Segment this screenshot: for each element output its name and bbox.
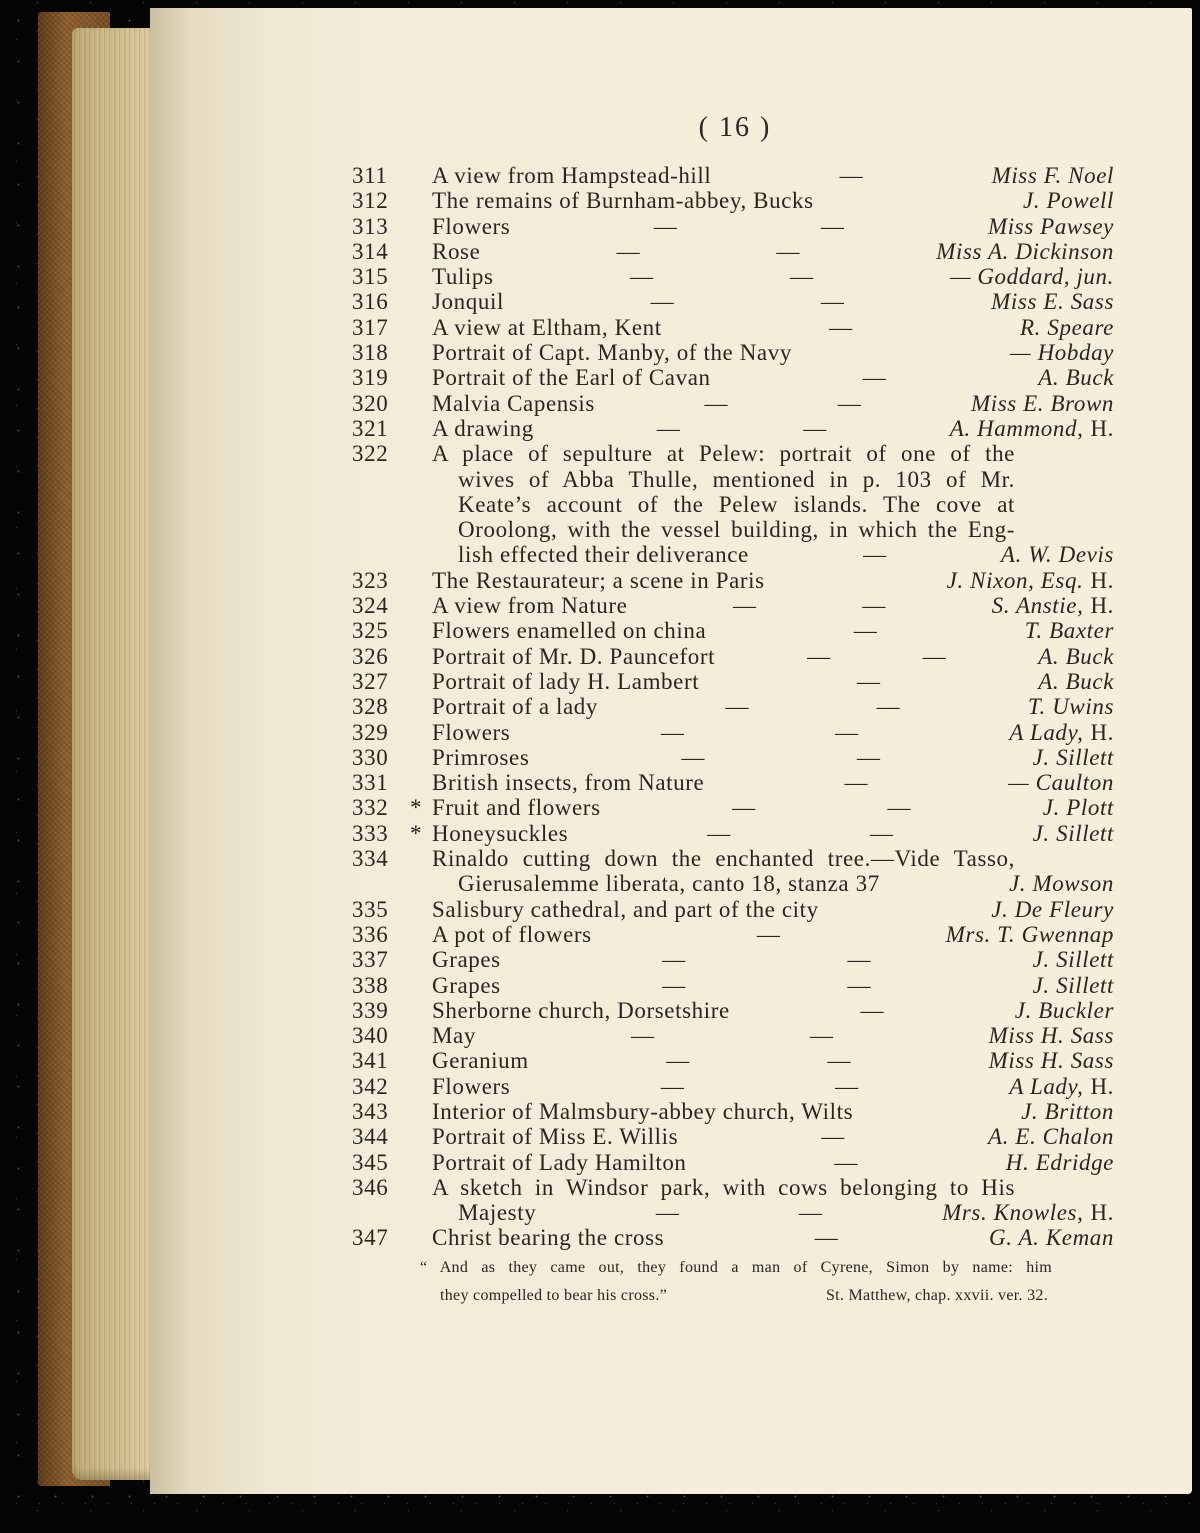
entry-title: A view from Hampstead-hill <box>432 163 712 188</box>
catalogue-entry-continuation <box>352 542 1114 567</box>
entry-title: Grapes <box>432 947 501 973</box>
entry-artist: Miss H. Sass <box>988 1048 1114 1074</box>
entry-artist: R. Speare <box>1020 314 1114 340</box>
entry-artist: A Lady, <box>1009 1073 1084 1099</box>
entry-title: Geranium <box>432 1048 529 1074</box>
entry-artist: G. A. Keman <box>988 1225 1114 1251</box>
catalogue-entry <box>352 289 1114 314</box>
entry-artist: — Hobday <box>1010 340 1114 366</box>
entry-artist: Miss F. Noel <box>991 163 1114 188</box>
leader-dash: — <box>834 1149 858 1175</box>
leader-dash: — <box>853 618 878 644</box>
entry-leaders <box>529 745 1032 770</box>
catalogue-entry <box>352 644 1114 669</box>
entry-title: May <box>432 1023 476 1049</box>
leader-dash: — <box>725 694 750 720</box>
entry-artist: J. Sillett <box>1032 820 1114 846</box>
entry-artist: J. Nixon, Esq. <box>946 567 1084 593</box>
entry-title: lish effected their deliverance <box>458 542 749 568</box>
entry-number: 330 <box>352 744 389 770</box>
leader-dash: — <box>922 643 947 669</box>
entry-title: A place of sepulture at Pelew: portrait of one of the <box>432 441 1015 467</box>
entry-title: Interior of Malmsbury-abbey church, Wilts <box>432 1098 854 1124</box>
catalogue-entry <box>352 720 1114 745</box>
catalogue-entry <box>352 593 1114 618</box>
entry-leaders <box>711 163 991 188</box>
entry-title: Flowers enamelled on china <box>432 618 707 644</box>
entry-artist: J. Plott <box>1042 795 1114 821</box>
catalogue-entry <box>352 340 1114 365</box>
entry-artist: — Goddard, jun. <box>949 264 1114 290</box>
leader-dash: — <box>707 820 731 846</box>
leader-dash: — <box>798 1200 823 1226</box>
entry-title: wives of Abba Thulle, mentioned in p. 103 of Mr. <box>458 466 1015 492</box>
leader-dash: — <box>835 1073 859 1099</box>
entry-leaders <box>592 922 946 947</box>
catalogue-entry <box>352 998 1114 1023</box>
quote-citation: St. Matthew, chap. xxvii. ver. 32. <box>825 1287 1048 1304</box>
entry-title: A pot of flowers <box>432 921 592 947</box>
entry-number: 313 <box>352 213 389 239</box>
entry-title: A view at Eltham, Kent <box>432 314 662 340</box>
entry-artist: A. W. Devis <box>1000 542 1114 568</box>
leader-dash: — <box>837 390 862 416</box>
entry-number: 343 <box>352 1098 389 1124</box>
entry-title: A sketch in Windsor park, with cows belonging to His <box>432 1174 1015 1200</box>
entry-honorary-mark: H. <box>1090 593 1114 619</box>
entry-leaders <box>494 264 950 289</box>
entry-number: 338 <box>352 972 389 998</box>
entry-leaders <box>664 1225 989 1250</box>
entry-title: Portrait of Capt. Manby, of the Navy <box>432 340 792 366</box>
leader-dash: — <box>860 997 885 1023</box>
entry-artist: H. Edridge <box>1005 1149 1114 1175</box>
leader-dash: — <box>666 1048 690 1074</box>
catalogue-entry-continuation <box>352 467 1114 492</box>
entry-title: Primroses <box>432 744 530 770</box>
entry-number: 347 <box>352 1225 389 1251</box>
entry-leaders <box>510 214 988 239</box>
leader-dash: — <box>660 719 685 745</box>
catalogue-entry <box>352 214 1114 239</box>
entry-number: 319 <box>352 365 389 391</box>
catalogue-entry <box>352 441 1114 466</box>
entry-title: Christ bearing the cross <box>432 1225 665 1251</box>
leader-dash: — <box>857 744 881 770</box>
entry-title: The remains of Burnham-abbey, Bucks <box>432 188 814 214</box>
leader-dash: — <box>776 238 800 264</box>
catalogue-entry-list <box>352 163 1114 1251</box>
leader-dash: — <box>660 1073 685 1099</box>
entry-number: 340 <box>352 1023 389 1049</box>
entry-artist: S. Anstie, <box>991 593 1084 619</box>
catalogue-entry <box>352 922 1114 947</box>
entry-artist: Miss E. Sass <box>991 289 1114 315</box>
leader-dash: — <box>844 770 869 796</box>
entry-leaders <box>501 973 1033 998</box>
entry-leaders <box>510 720 1009 745</box>
entry-artist: T. Uwins <box>1027 694 1114 720</box>
entry-number: 334 <box>352 846 389 872</box>
entry-artist: J. Sillett <box>1032 972 1114 998</box>
entry-number: 339 <box>352 997 389 1023</box>
leader-dash: — <box>827 1048 852 1074</box>
entry-artist: A. Buck <box>1038 668 1114 694</box>
entry-title: A view from Nature <box>432 593 628 619</box>
leader-dash: — <box>862 365 887 391</box>
entry-number: 323 <box>352 567 389 593</box>
entry-number: 315 <box>352 264 389 290</box>
entry-leaders <box>476 1023 989 1048</box>
leader-dash: — <box>869 820 894 846</box>
entry-number: 336 <box>352 921 389 947</box>
quote-line-2: they compelled to bear his cross.” <box>440 1287 668 1304</box>
entry-artist: Mrs. Knowles, <box>942 1200 1084 1226</box>
entry-artist: A. E. Chalon <box>987 1124 1114 1150</box>
catalogue-entry <box>352 416 1114 441</box>
entry-title: Tulips <box>432 264 494 290</box>
leader-dash: — <box>835 719 859 745</box>
entry-artist: J. Britton <box>1021 1098 1114 1124</box>
catalogue-entry <box>352 1023 1114 1048</box>
catalogue-entry <box>352 1124 1114 1149</box>
entry-number: 345 <box>352 1149 389 1175</box>
catalogue-entry <box>352 1175 1114 1200</box>
entry-artist: T. Baxter <box>1024 618 1114 644</box>
entry-artist: A. Hammond, <box>949 415 1084 441</box>
leader-dash: — <box>856 668 881 694</box>
entry-leaders <box>749 542 1001 567</box>
leader-dash: — <box>863 542 887 568</box>
entry-leaders <box>504 289 991 314</box>
leader-dash: — <box>662 972 686 998</box>
entry-honorary-mark: H. <box>1090 415 1114 441</box>
leader-dash: — <box>821 1124 845 1150</box>
leader-dash: — <box>733 593 757 619</box>
leader-dash: — <box>807 643 831 669</box>
catalogue-entry <box>352 1150 1114 1175</box>
entry-title: Honeysuckles <box>432 820 569 846</box>
entry-number: 333 <box>352 820 389 846</box>
quote-line-2-wrapper <box>420 1282 1048 1310</box>
page-edges <box>72 28 156 1480</box>
entry-number: 327 <box>352 668 389 694</box>
catalogue-entry <box>352 1074 1114 1099</box>
entry-title: Portrait of a lady <box>432 694 599 720</box>
entry-number: 337 <box>352 947 389 973</box>
catalogue-entry <box>352 1048 1114 1073</box>
entry-honorary-mark: H. <box>1090 1073 1114 1099</box>
entry-number: 316 <box>352 289 389 315</box>
entry-leaders <box>678 1124 988 1149</box>
entry-number: 326 <box>352 643 389 669</box>
leader-dash: — <box>656 415 681 441</box>
entry-title: Oroolong, with the vessel building, in which the Eng- <box>458 517 1015 543</box>
entry-artist: Miss A. Dickinson <box>936 238 1114 264</box>
catalogue-entry-continuation <box>352 517 1114 542</box>
leader-dash: — <box>847 972 872 998</box>
entry-title: Gierusalemme liberata, canto 18, stanza 37 <box>458 871 880 897</box>
entry-number: 311 <box>352 163 388 188</box>
entry-title: Sherborne church, Dorsetshire <box>432 997 730 1023</box>
entry-artist: A. Buck <box>1038 643 1114 669</box>
entry-leaders <box>568 821 1032 846</box>
entry-number: 325 <box>352 618 389 644</box>
entry-title: A drawing <box>432 415 534 441</box>
entry-number: 314 <box>352 238 389 264</box>
entry-leaders <box>595 391 971 416</box>
catalogue-entry <box>352 618 1114 643</box>
leader-dash: — <box>655 1200 680 1226</box>
entry-leaders <box>536 1200 942 1225</box>
entry-artist: J. Powell <box>1023 188 1114 214</box>
entry-title: Rose <box>432 238 481 264</box>
entry-title: Keate’s account of the Pelew islands. The cove at <box>458 491 1015 517</box>
entry-artist: J. Mowson <box>1008 871 1114 897</box>
entry-leaders <box>687 1150 1006 1175</box>
entry-artist: J. De Fleury <box>991 896 1114 922</box>
leader-dash: — <box>629 264 654 290</box>
entry-title: Fruit and flowers <box>432 795 601 821</box>
entry-title: Flowers <box>432 1073 511 1099</box>
entry-number: 335 <box>352 896 389 922</box>
page-number: ( 16 ) <box>698 112 772 143</box>
leader-dash: — <box>814 1225 839 1251</box>
leader-dash: — <box>662 947 686 973</box>
leader-dash: — <box>876 694 901 720</box>
footnote-quote <box>420 1254 1052 1310</box>
entry-leaders <box>662 315 1020 340</box>
catalogue-entry <box>352 795 1114 820</box>
leader-dash: — <box>809 1023 834 1049</box>
leader-dash: — <box>829 314 853 340</box>
entry-leaders <box>715 644 1038 669</box>
catalogue-entry <box>352 1225 1114 1250</box>
catalogue-entry <box>352 315 1114 340</box>
entry-title: Portrait of Mr. D. Pauncefort <box>432 643 716 669</box>
catalogue-entry <box>352 365 1114 390</box>
entry-artist: Miss H. Sass <box>988 1023 1114 1049</box>
entry-title: Majesty <box>458 1200 537 1226</box>
entry-artist: Mrs. T. Gwennap <box>945 921 1114 947</box>
entry-leaders <box>510 1074 1009 1099</box>
entry-asterisk: * <box>410 795 423 821</box>
catalogue-entry-continuation <box>352 1200 1114 1225</box>
entry-number: 329 <box>352 719 389 745</box>
catalogue-entry <box>352 897 1114 922</box>
catalogue-entry <box>352 188 1114 213</box>
catalogue-entry <box>352 694 1114 719</box>
entry-leaders <box>601 795 1043 820</box>
entry-asterisk: * <box>410 820 423 846</box>
entry-artist: A Lady, <box>1009 719 1084 745</box>
entry-leaders <box>699 669 1038 694</box>
entry-leaders <box>706 618 1024 643</box>
leader-dash: — <box>653 213 678 239</box>
leader-dash: — <box>681 744 706 770</box>
leader-dash: — <box>803 415 827 441</box>
catalogue-entry <box>352 264 1114 289</box>
entry-number: 332 <box>352 795 389 821</box>
entry-number: 342 <box>352 1073 389 1099</box>
catalogue-entry <box>352 568 1114 593</box>
entry-number: 331 <box>352 770 389 796</box>
entry-number: 341 <box>352 1048 389 1074</box>
entry-artist: A. Buck <box>1038 365 1114 391</box>
quote-line-1: “ And as they came out, they found a man of Cyrene, Simon by name: him <box>420 1259 1052 1276</box>
leader-dash: — <box>732 795 756 821</box>
entry-artist: J. Sillett <box>1032 947 1114 973</box>
catalogue-entry <box>352 770 1114 795</box>
leader-dash: — <box>887 795 912 821</box>
entry-artist: J. Buckler <box>1014 997 1114 1023</box>
entry-honorary-mark: H. <box>1090 567 1114 593</box>
entry-leaders <box>480 239 936 264</box>
entry-title: The Restaurateur; a scene in Paris <box>432 567 765 593</box>
entry-title: Grapes <box>432 972 501 998</box>
entry-title: Portrait of Miss E. Willis <box>432 1124 679 1150</box>
catalogue-entry <box>352 163 1114 188</box>
entry-number: 318 <box>352 340 389 366</box>
leader-dash: — <box>616 238 641 264</box>
catalogue-entry-continuation <box>352 492 1114 517</box>
entry-title: Salisbury cathedral, and part of the city <box>432 896 819 922</box>
leader-dash: — <box>789 264 814 290</box>
catalogue-entry-continuation <box>352 871 1114 896</box>
entry-number: 324 <box>352 593 389 619</box>
entry-honorary-mark: H. <box>1090 1200 1114 1226</box>
entry-artist: Miss E. Brown <box>970 390 1114 416</box>
entry-artist: Miss Pawsey <box>987 213 1114 239</box>
catalogue-entry <box>352 821 1114 846</box>
entry-leaders <box>598 694 1028 719</box>
catalogue-entry <box>352 846 1114 871</box>
leader-dash: — <box>820 289 845 315</box>
entry-number: 321 <box>352 415 389 441</box>
entry-leaders <box>529 1048 989 1073</box>
leader-dash: — <box>839 163 864 188</box>
catalogue-entry <box>352 391 1114 416</box>
leader-dash: — <box>704 390 729 416</box>
leader-dash: — <box>820 213 845 239</box>
leader-dash: — <box>650 289 675 315</box>
entry-number: 317 <box>352 314 389 340</box>
entry-honorary-mark: H. <box>1090 719 1114 745</box>
entry-title: Jonquil <box>432 289 504 315</box>
catalogue-entry <box>352 947 1114 972</box>
entry-leaders <box>627 593 991 618</box>
leader-dash: — <box>862 593 886 619</box>
leader-dash: — <box>631 1023 655 1049</box>
entry-leaders <box>711 365 1039 390</box>
catalogue-entry <box>352 669 1114 694</box>
entry-number: 322 <box>352 441 389 467</box>
entry-leaders <box>730 998 1015 1023</box>
leader-dash: — <box>756 921 781 947</box>
entry-title: Portrait of lady H. Lambert <box>432 668 700 694</box>
catalogue-entry <box>352 1099 1114 1124</box>
entry-title: Malvia Capensis <box>432 390 595 416</box>
catalogue-entry <box>352 745 1114 770</box>
entry-leaders <box>501 947 1033 972</box>
entry-artist: J. Sillett <box>1032 744 1114 770</box>
entry-title: British insects, from Nature <box>432 770 705 796</box>
entry-number: 344 <box>352 1124 389 1150</box>
entry-title: Flowers <box>432 213 511 239</box>
entry-title: Rinaldo cutting down the enchanted tree.—Vide Tasso, <box>432 846 1015 872</box>
catalogue-entry <box>352 239 1114 264</box>
entry-leaders <box>534 416 950 441</box>
entry-title: Flowers <box>432 719 511 745</box>
entry-number: 320 <box>352 390 389 416</box>
entry-number: 312 <box>352 188 389 214</box>
entry-number: 328 <box>352 694 389 720</box>
entry-title: Portrait of Lady Hamilton <box>432 1149 687 1175</box>
catalogue-entry <box>352 973 1114 998</box>
leader-dash: — <box>847 947 872 973</box>
entry-leaders <box>704 770 1008 795</box>
entry-artist: — Caulton <box>1008 770 1114 796</box>
entry-number: 346 <box>352 1174 389 1200</box>
entry-title: Portrait of the Earl of Cavan <box>432 365 711 391</box>
